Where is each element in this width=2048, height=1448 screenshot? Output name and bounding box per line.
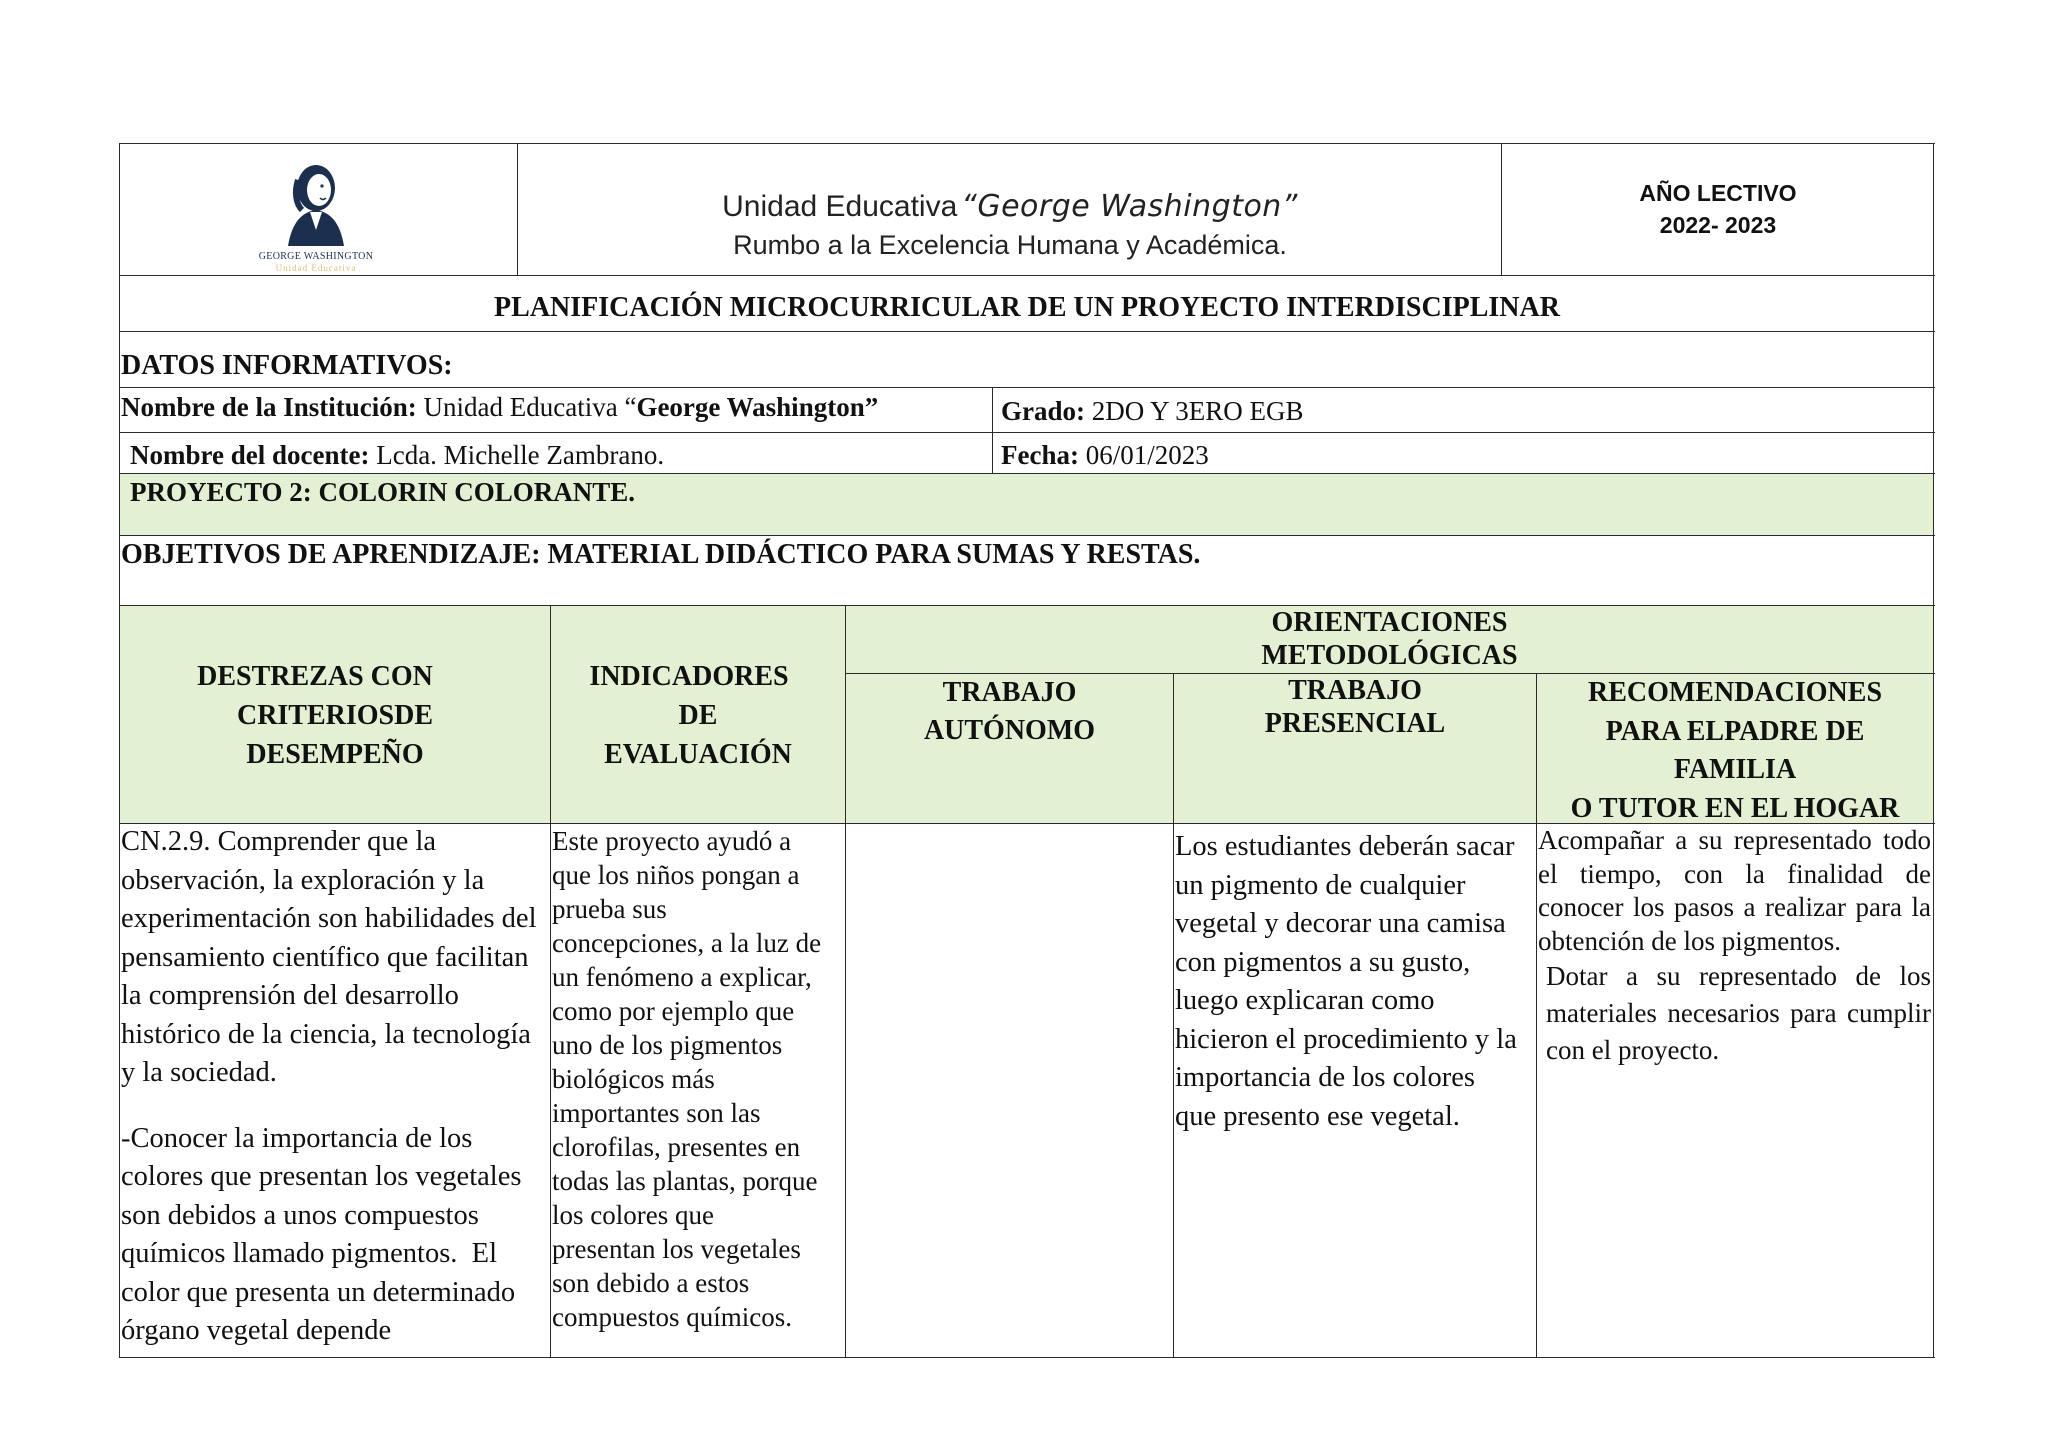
logo-caption: GEORGE WASHINGTON xyxy=(258,251,374,262)
skills-line-5: la comprensión del desarrollo xyxy=(121,980,459,1011)
border-right xyxy=(1933,143,1934,1358)
indicators-line-10: clorofilas, presentes en xyxy=(552,1132,801,1162)
year-value: 2022- 2023 xyxy=(1659,212,1777,238)
header-recommendations xyxy=(1537,674,1933,828)
header-orientations-line-2: METODOLÓGICAS xyxy=(1261,640,1518,671)
year-label: AÑO LECTIVO xyxy=(1639,180,1797,206)
skills-line-10: son debidos a unos compuestos xyxy=(121,1199,479,1231)
header-orientations xyxy=(846,606,1933,672)
institution-label: Nombre de la Institución: xyxy=(121,392,417,422)
header-in-person-line-2: PRESENCIAL xyxy=(1264,708,1446,739)
indicators-line-13: presentan los vegetales xyxy=(552,1234,801,1264)
george-washington-portrait-icon xyxy=(236,150,396,246)
skills-line-7: y la sociedad. xyxy=(121,1057,277,1088)
border-after-title xyxy=(119,331,1935,332)
header-indicators-line-3: EVALUACIÓN xyxy=(604,739,792,770)
cell-recommendations xyxy=(1538,824,1931,1069)
header-divider-1 xyxy=(517,143,518,276)
date-label: Fecha: xyxy=(1001,440,1079,470)
project-line: PROYECTO 2: COLORIN COLORANTE. xyxy=(130,477,636,507)
school-title xyxy=(519,188,1501,228)
skills-line-11: químicos llamado pigmentos. El xyxy=(121,1238,497,1269)
teacher-field xyxy=(130,436,664,474)
header-recommendations-line-4: O TUTOR EN EL HOGAR xyxy=(1570,792,1900,824)
skills-line-9: colores que presentan los vegetales xyxy=(121,1161,522,1192)
skills-paragraph-gap xyxy=(121,1093,551,1120)
teacher-value: Lcda. Michelle Zambrano. xyxy=(376,440,665,470)
school-name: “George Washington” xyxy=(961,189,1298,224)
institution-prefix: Unidad Educativa “ xyxy=(423,392,637,422)
in-person-line-4: con pigmentos a su gusto, xyxy=(1175,946,1471,978)
in-person-line-1: Los estudiantes deberán sacar xyxy=(1175,831,1515,862)
grade-label: Grado: xyxy=(1001,396,1085,426)
institution-name: George Washington” xyxy=(636,392,879,422)
skills-line-2: observación, la exploración y la xyxy=(121,864,485,896)
indicators-line-15: compuestos químicos. xyxy=(552,1302,792,1332)
logo-subcaption: Unidad Educativa xyxy=(275,263,357,273)
skills-line-8: -Conocer la importancia de los xyxy=(121,1122,473,1154)
border-after-header xyxy=(119,275,1935,276)
indicators-line-14: son debido a estos xyxy=(552,1268,750,1298)
indicators-line-9: importantes son las xyxy=(552,1098,761,1128)
recommendations-paragraph-1: Acompañar a su representado todo el tiempo, con la finalidad de conocer los pasos a realizar para la obtención de los pigmentos. xyxy=(1538,825,1931,956)
skills-line-4: pensamiento científico que facilitan xyxy=(121,941,529,973)
header-in-person xyxy=(1174,674,1536,740)
objectives-line: OBJETIVOS DE APRENDIZAJE: MATERIAL DIDÁCTICO PARA SUMAS Y RESTAS. xyxy=(121,539,1201,570)
header-skills-line-3: DESEMPEÑO xyxy=(246,739,424,770)
header-skills-line-2: CRITERIOSDE xyxy=(236,700,434,731)
border-top xyxy=(119,143,1935,144)
indicators-line-4: concepciones, a la luz de xyxy=(552,928,822,958)
skills-line-13: órgano vegetal depende xyxy=(121,1315,392,1346)
cell-indicators xyxy=(552,824,845,1334)
date-field xyxy=(1001,436,1209,474)
cell-in-person xyxy=(1175,828,1536,1136)
skills-line-6: histórico de la ciencia, la tecnología xyxy=(121,1018,531,1050)
header-orientations-line-1: ORIENTACIONES xyxy=(1271,607,1508,638)
recommendations-paragraph-2: Dotar a su representado de los materiales necesarios para cumplir con el proyecto. xyxy=(1546,961,1931,1065)
border-after-institution xyxy=(119,432,1935,433)
indicators-line-11: todas las plantas, porque xyxy=(552,1166,818,1196)
header-recommendations-line-1: RECOMENDACIONES xyxy=(1587,677,1883,708)
header-autonomous-line-1: TRABAJO xyxy=(942,677,1077,708)
indicators-line-6: como por ejemplo que xyxy=(552,996,795,1026)
header-indicators xyxy=(551,657,845,774)
grade-value: 2DO Y 3ERO EGB xyxy=(1091,396,1304,426)
header-indicators-line-1: INDICADORES xyxy=(589,661,789,692)
header-recommendations-line-2: PARA ELPADRE DE xyxy=(1605,715,1865,747)
header-autonomous xyxy=(846,674,1173,750)
in-person-line-8: que presento ese vegetal. xyxy=(1175,1100,1460,1132)
in-person-line-6: hicieron el procedimiento y la xyxy=(1175,1023,1517,1055)
in-person-line-3: vegetal y decorar una camisa xyxy=(1175,908,1506,939)
grade-field xyxy=(1001,392,1304,430)
document-title: PLANIFICACIÓN MICROCURRICULAR DE UN PROYECTO INTERDISCIPLINAR xyxy=(494,292,1560,323)
in-person-line-2: un pigmento de cualquier xyxy=(1175,869,1466,901)
school-logo xyxy=(236,150,396,272)
table-divider-3 xyxy=(1173,673,1174,1358)
info-divider xyxy=(992,387,993,474)
header-autonomous-line-2: AUTÓNOMO xyxy=(923,715,1096,746)
header-indicators-line-2: DE xyxy=(678,700,718,731)
skills-line-3: experimentación son habilidades del xyxy=(121,903,537,934)
header-recommendations-line-3: FAMILIA xyxy=(1673,754,1797,785)
header-skills-line-1: DESTREZAS CON xyxy=(197,661,433,692)
indicators-line-3: prueba sus xyxy=(552,894,667,924)
header-skills xyxy=(120,657,550,774)
in-person-line-7: importancia de los colores xyxy=(1175,1062,1475,1093)
institution-field xyxy=(121,388,991,426)
indicators-line-5: un fenómeno a explicar, xyxy=(552,962,812,992)
border-bottom xyxy=(119,1357,1935,1358)
cell-skills xyxy=(121,823,551,1351)
indicators-line-1: Este proyecto ayudó a xyxy=(552,826,792,856)
date-value: 06/01/2023 xyxy=(1085,440,1209,470)
info-section-label: DATOS INFORMATIVOS: xyxy=(121,350,453,381)
indicators-line-7: uno de los pigmentos xyxy=(552,1030,783,1060)
indicators-line-12: los colores que xyxy=(552,1200,714,1230)
indicators-line-8: biológicos más xyxy=(552,1064,715,1094)
header-divider-2 xyxy=(1501,143,1502,276)
school-prefix: Unidad Educativa xyxy=(722,190,958,223)
in-person-line-5: luego explicaran como xyxy=(1175,985,1435,1016)
skills-line-12: color que presenta un determinado xyxy=(121,1276,516,1308)
teacher-label: Nombre del docente: xyxy=(130,440,370,470)
indicators-line-2: que los niños pongan a xyxy=(552,860,800,890)
header-in-person-line-1: TRABAJO xyxy=(1288,675,1422,706)
skills-line-1: CN.2.9. Comprender que la xyxy=(121,826,437,857)
school-slogan: Rumbo a la Excelencia Humana y Académica. xyxy=(733,230,1287,260)
